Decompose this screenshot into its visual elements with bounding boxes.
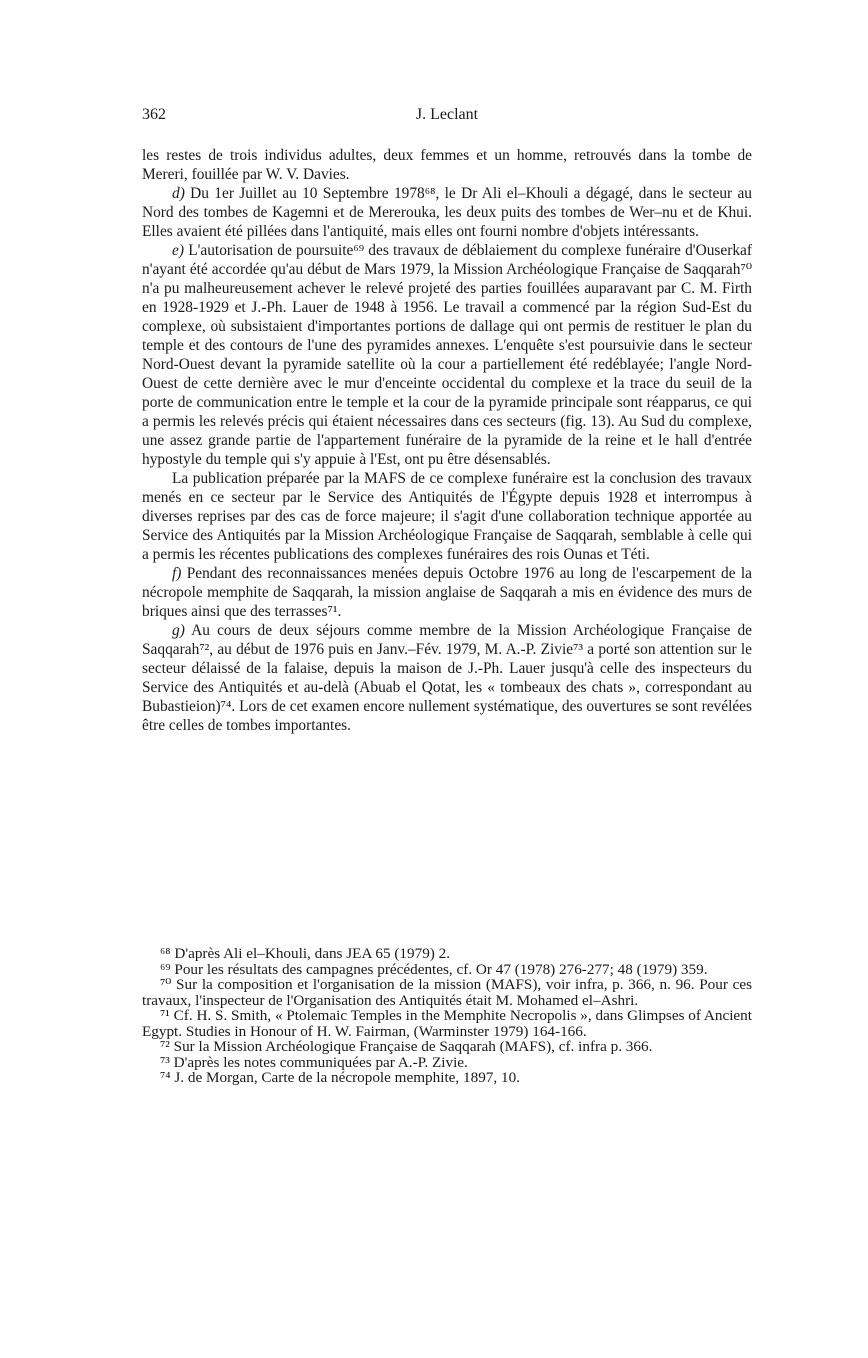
footnote-69: ⁶⁹ Pour les résultats des campagnes précédentes, cf. Or 47 (1978) 276-277; 48 (1979) 359. [160, 960, 708, 978]
page-header [142, 106, 752, 128]
page-number: 362 [142, 106, 166, 123]
footnote-74: ⁷⁴ J. de Morgan, Carte de la nécropole memphite, 1897, 10. [160, 1069, 520, 1086]
footnote-68: ⁶⁸ D'après Ali el–Khouli, dans JEA 65 (1979) 2. [160, 945, 451, 962]
footnote-71: ⁷¹ Cf. H. S. Smith, « Ptolemaic Temples in the Memphite Necropolis », dans Glimpses of Ancient Egypt. Studies in Honour of H. W. Fairman, (Warminster 1979) 164-166. [142, 1007, 752, 1040]
footnote-72: ⁷² Sur la Mission Archéologique Française de Saqqarah (MAFS), cf. infra p. 366. [160, 1038, 653, 1055]
paragraph-letter: e) [172, 242, 184, 259]
paragraph-g: g) Au cours de deux séjours comme membre de la Mission Archéologique Française de Saqqarah⁷², au début de 1976 puis en Janv.–Fév. 1979, M. A.-P. Zivie⁷³ a porté son attention sur le secteur délaissé de la falaise, depuis la maison de J.-Ph. Lauer jusqu'à celle des inspecteurs du Service des Antiquités et au-delà (Abuab el Qotat, les « tombeaux des chats », correspondant au Bubastieion)⁷⁴. Lors de cet examen encore nullement systématique, des ouvertures se sont revélées être celles de tombes importantes. [142, 622, 753, 734]
footnotes [142, 946, 752, 1086]
paragraph-letter: d) [172, 185, 185, 202]
footnote-70: ⁷⁰ Sur la composition et l'organisation de la mission (MAFS), voir infra, p. 366, n. 96. Pour ces travaux, l'inspecteur de l'Organisation des Antiquités était M. Mohamed el–Ashri. [142, 976, 752, 1009]
paragraph-e: e) L'autorisation de poursuite⁶⁹ des travaux de déblaiement du complexe funéraire d'Ouserkaf n'ayant été accordée qu'au début de Mars 1979, la Mission Archéologique Française de Saqqarah⁷⁰ n'a pu malheureusement achever le relevé projeté des parties fouillées auparavant par C. M. Firth en 1928-1929 et J.-Ph. Lauer de 1948 à 1956. Le travail a commencé par la région Sud-Est du complexe, où subsistaient d'importantes portions de dallage qui ont permis de restituer le plan du temple et des contours de l'une des pyramides annexes. L'enquête s'est poursuivie dans le secteur Nord-Ouest devant la pyramide satellite où la cour a partiellement été redéblayée; l'angle Nord-Ouest de cette dernière avec le mur d'enceinte occidental du complexe et la trace du seuil de la porte de communication entre le temple et la cour de la pyramide principale sont réapparus, ce qui a permis les relevés précis qui étaient nécessaires dans ces secteurs (fig. 13). Au Sud du complexe, une assez grande partie de l'appartement funéraire de la pyramide de la reine et le hall d'entrée hypostyle du temple qui s'y appuie à l'Est, ont pu être désensablés. [142, 242, 752, 468]
paragraph-letter: f) [172, 565, 182, 582]
body-text [142, 146, 752, 735]
running-head: J. Leclant [415, 106, 479, 123]
footnote-73: ⁷³ D'après les notes communiquées par A.-P. Zivie. [160, 1053, 468, 1071]
paragraph-f: f) Pendant des reconnaissances menées depuis Octobre 1976 au long de l'escarpement de la nécropole memphite de Saqqarah, la mission anglaise de Saqqarah a mis en évidence des murs de briques ainsi que des terrasses⁷¹. [142, 565, 752, 620]
paragraph-letter: g) [172, 622, 185, 639]
paragraph: La publication préparée par la MAFS de ce complexe funéraire est la conclusion des travaux menés en ce secteur par le Service des Antiquités de l'Égypte depuis 1928 et interrompus à diverses reprises par des cas de force majeure; il s'agit d'une collaboration technique apportée au Service des Antiquités par la Mission Archéologique Française de Saqqarah, semblable à celle qui a permis les récentes publications des complexes funéraires des rois Ounas et Téti. [142, 470, 752, 563]
paragraph: les restes de trois individus adultes, deux femmes et un homme, retrouvés dans la tombe de Mereri, fouillée par W. V. Davies. [142, 147, 752, 183]
paragraph-d: d) Du 1er Juillet au 10 Septembre 1978⁶⁸, le Dr Ali el–Khouli a dégagé, dans le secteur au Nord des tombes de Kagemni et de Mererouka, les deux puits des tombes de Wer–nu et de Khui. Elles avaient été pillées dans l'antiquité, mais elles ont fourni nombre d'objets intéressants. [142, 185, 753, 240]
